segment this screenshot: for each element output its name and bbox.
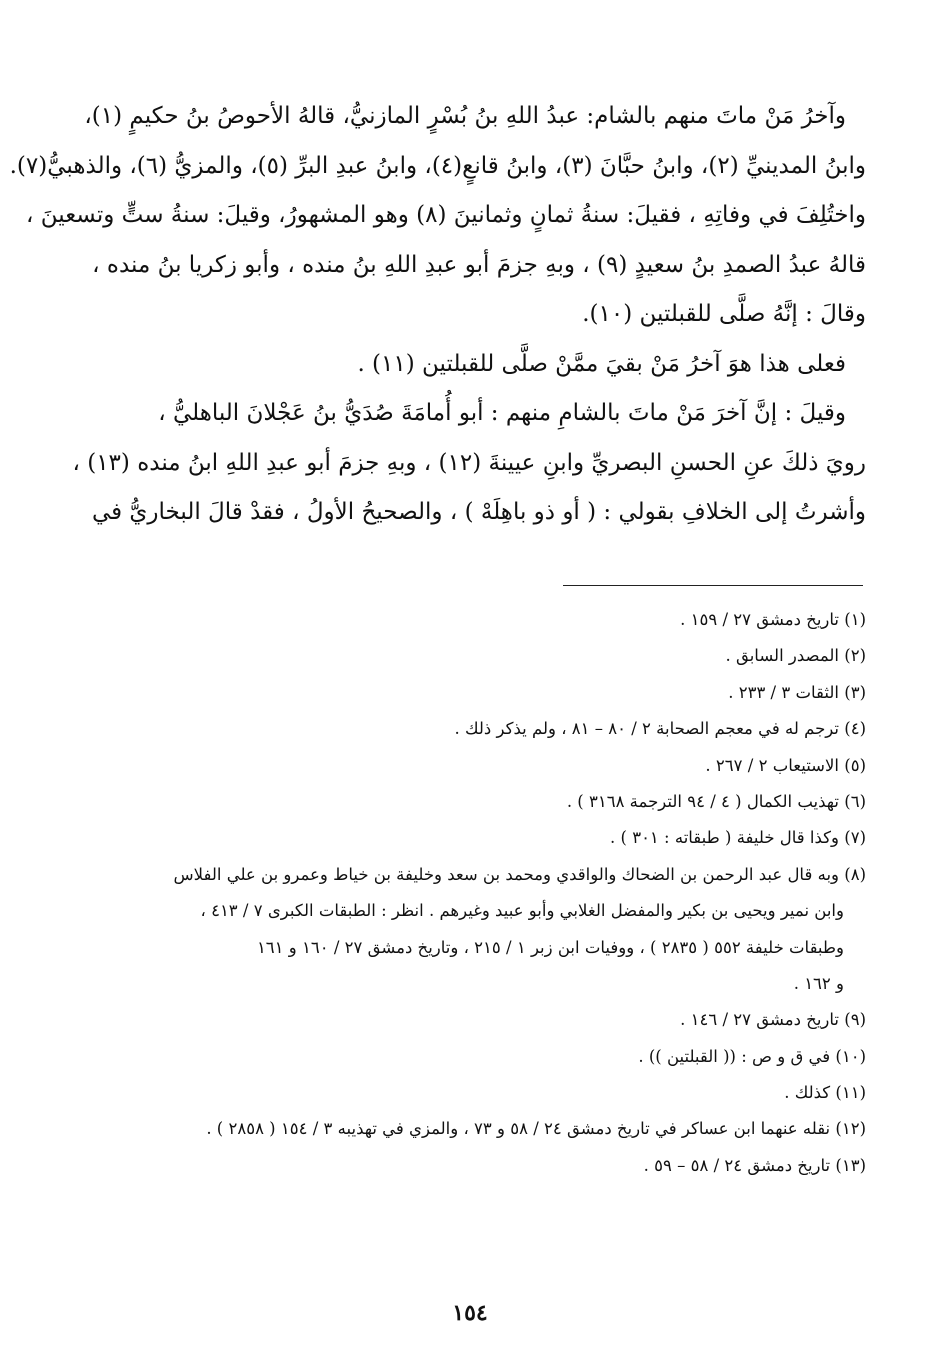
footnote-line: (٢) المصدر السابق . bbox=[725, 646, 866, 666]
footnote-continuation-line: وابن نمير ويحيى بن بكير والمفضل الغلابي وأبو عبيد وغيرهم . انظر : الطبقات الكبرى ٧ / ٤١٣ ، bbox=[200, 901, 844, 921]
footnote-line: (١) تاريخ دمشق ٢٧ / ١٥٩ . bbox=[680, 610, 866, 629]
main-text-line: وقيلَ : إنَّ آخرَ مَنْ ماتَ بالشامِ منهم : أبو أُمامَةَ صُدَيُّ بنُ عَجْلانَ الباهليُّ ، bbox=[158, 400, 846, 426]
main-text-line: فعلى هذا هوَ آخرُ مَنْ بقيَ ممَّنْ صلَّى للقبلتين (١١) . bbox=[357, 350, 846, 377]
main-text-block bbox=[9, 92, 866, 538]
footnote-line: (١٣) تاريخ دمشق ٢٤ / ٥٨ – ٥٩ . bbox=[643, 1155, 866, 1175]
footnote-line: (١٠) في ق و ص : (( القبلتين )) . bbox=[638, 1046, 866, 1066]
main-text-line: وأشرتُ إلى الخلافِ بقولي : ( أو ذو باهِلَهْ ) ، والصحيحُ الأولُ ، فقدْ قالَ البخاريُّ في bbox=[91, 499, 866, 525]
main-text-line: واختُلِفَ في وفاتِهِ ، فقيلَ: سنةُ ثمانٍ وثمانينَ (٨) وهو المشهورُ، وقيلَ: سنةُ ستٍّ وتسعينَ ، bbox=[26, 202, 866, 228]
footnote-line: (٦) تهذيب الكمال ( ٤ / ٩٤ الترجمة ٣١٦٨ ) . bbox=[566, 791, 866, 811]
main-text-line: وقالَ : إنَّهُ صلَّى للقبلتين (١٠). bbox=[582, 301, 866, 327]
footnote-line: (٩) تاريخ دمشق ٢٧ / ١٤٦ . bbox=[680, 1010, 866, 1030]
footnote-line: (٧) وكذا قال خليفة ( طبقاته : ٣٠١ ) . bbox=[610, 828, 866, 848]
main-text-line: وابنُ المدينيِّ (٢)، وابنُ حبَّانَ (٣)، وابنُ قانعٍ(٤)، وابنُ عبدِ البرِّ (٥)، والمزيُّ (٦)، والذهبيُّ(٧). bbox=[9, 152, 866, 179]
page-number: ١٥٤ bbox=[452, 1300, 488, 1326]
footnote-continuation-line: و ١٦٢ . bbox=[793, 973, 844, 993]
footnote-continuation-line: وطبقات خليفة ٥٥٢ ( ٢٨٣٥ ) ، ووفيات ابن زبر ١ / ٢١٥ ، وتاريخ دمشق ٢٧ / ١٦٠ و ١٦١ bbox=[256, 937, 844, 957]
footnote-line: (٣) الثقات ٣ / ٢٣٣ . bbox=[728, 682, 866, 702]
footnote-line: (١١) كذلك . bbox=[784, 1083, 866, 1103]
footnote-line: (٥) الاستيعاب ٢ / ٢٦٧ . bbox=[705, 755, 866, 775]
footnote-line: (٨) وبه قال عبد الرحمن بن الضحاك والواقدي ومحمد بن سعد وخليفة بن خياط وعمرو بن علي الفلاس bbox=[173, 864, 866, 884]
main-text-line: وآخرُ مَنْ ماتَ منهم بالشام: عبدُ اللهِ بنُ بُسْرٍ المازنيُّ، قالهُ الأحوصُ بنُ حكيمٍ (١)، bbox=[84, 103, 846, 129]
footnote-line: (١٢) نقله عنهما ابن عساكر في تاريخ دمشق ٢٤ / ٥٨ و ٧٣ ، والمزي في تهذيبه ٣ / ١٥٤ ( ٢٨٥٨ ) . bbox=[206, 1119, 866, 1139]
main-text-line: رويَ ذلكَ عنِ الحسنِ البصريِّ وابنِ عيينةَ (١٢) ، وبهِ جزمَ أبو عبدِ اللهِ ابنُ منده (١٣) ، bbox=[72, 449, 866, 476]
footnotes-block bbox=[96, 602, 866, 1184]
footnote-divider bbox=[563, 585, 863, 586]
footnote-line: (٤) ترجم له في معجم الصحابة ٢ / ٨٠ – ٨١ ، ولم يذكر ذلك . bbox=[454, 719, 866, 739]
main-text-line: قالهُ عبدُ الصمدِ بنُ سعيدٍ (٩) ، وبهِ جزمَ أبو عبدِ اللهِ بنُ منده ، وأبو زكريا بنُ منده ، bbox=[92, 251, 866, 278]
